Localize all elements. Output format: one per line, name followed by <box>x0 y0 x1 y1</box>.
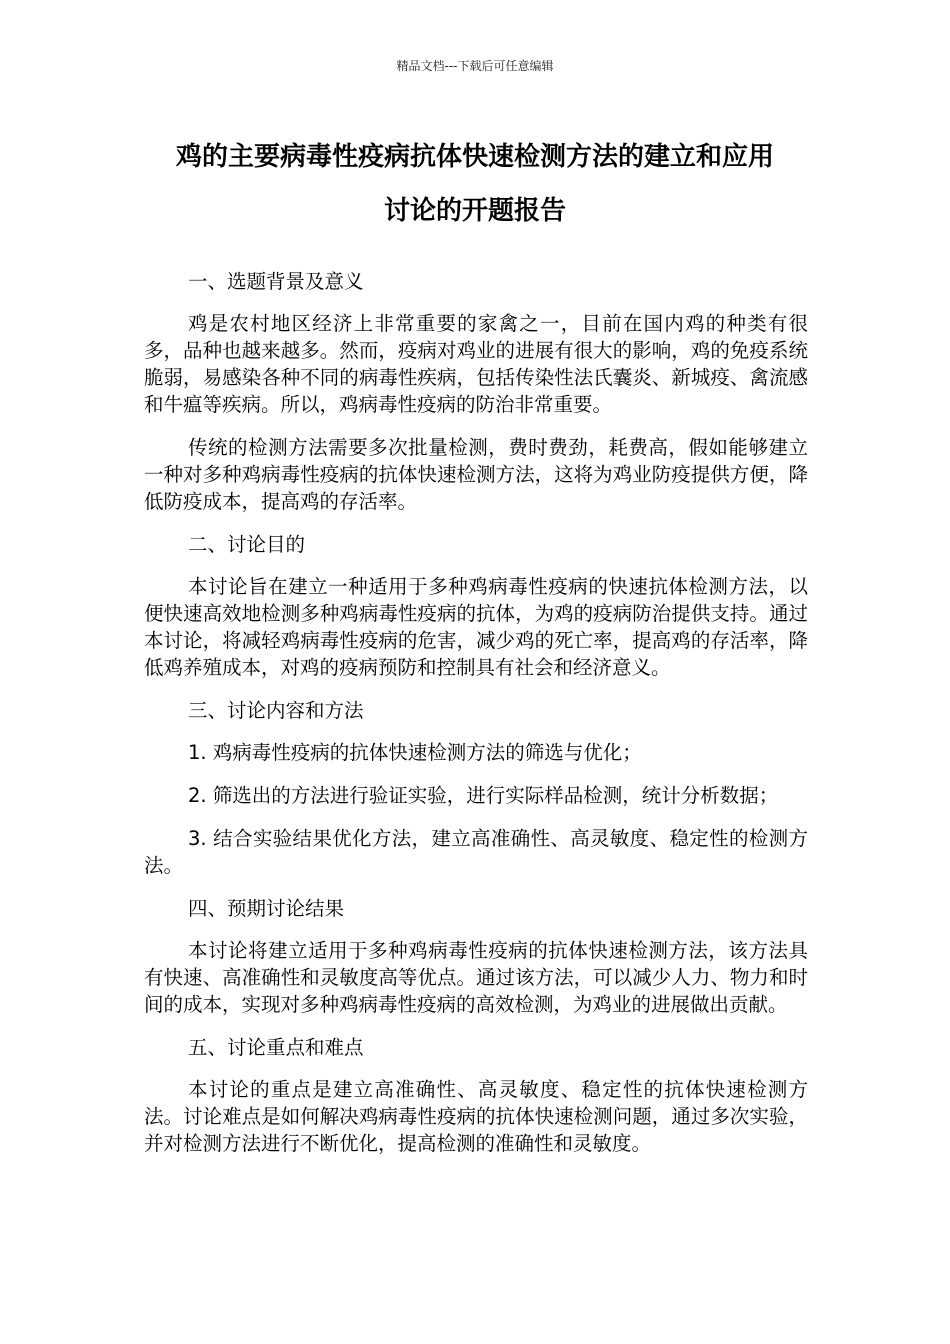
page-header: 精品文档---下载后可任意编辑 <box>396 59 554 73</box>
section-heading-expected-results: 四、预期讨论结果 <box>188 897 345 920</box>
paragraph-expected-results: 本讨论将建立适用于多种鸡病毒性疫病的抗体快速检测方法，该方法具有快速、高准确性和灵敏度高等优点。通过该方法，可以减少人力、物力和时间的成本，实现对多种鸡病毒性疫病的高效检测，为鸡业的进展做出贡献。 <box>144 939 808 1016</box>
section-heading-background: 一、选题背景及意义 <box>188 270 364 293</box>
paragraph-background-1: 鸡是农村地区经济上非常重要的家禽之一，目前在国内鸡的种类有很多，品种也越来越多。然而，疫病对鸡业的进展有很大的影响，鸡的免疫系统脆弱，易感染各种不同的病毒性疾病，包括传染性法氏囊炎、新城疫、禽流感和牛瘟等疾病。所以，鸡病毒性疫病的防治非常重要。 <box>144 312 808 416</box>
paragraph-purpose: 本讨论旨在建立一种适用于多种鸡病毒性疫病的快速抗体检测方法，以便快速高效地检测多种鸡病毒性疫病的抗体，为鸡的疫病防治提供支持。通过本讨论，将减轻鸡病毒性疫病的危害，减少鸡的死亡率，提高鸡的存活率，降低鸡养殖成本，对鸡的疫病预防和控制具有社会和经济意义。 <box>144 575 808 679</box>
title-line-1: 鸡的主要病毒性疫病抗体快速检测方法的建立和应用 <box>175 142 774 172</box>
section-heading-key-difficulties: 五、讨论重点和难点 <box>188 1036 364 1059</box>
list-item-method-1: 1. 鸡病毒性疫病的抗体快速检测方法的筛选与优化； <box>188 741 642 764</box>
list-item-method-3: 3. 结合实验结果优化方法，建立高准确性、高灵敏度、稳定性的检测方法。 <box>144 827 808 877</box>
section-heading-purpose: 二、讨论目的 <box>188 533 306 556</box>
title-line-2: 讨论的开题报告 <box>383 196 566 226</box>
document-title <box>120 130 830 238</box>
document-body <box>144 268 808 1173</box>
section-heading-content-methods: 三、讨论内容和方法 <box>188 699 364 722</box>
paragraph-key-difficulties: 本讨论的重点是建立高准确性、高灵敏度、稳定性的抗体快速检测方法。讨论难点是如何解决鸡病毒性疫病的抗体快速检测问题，通过多次实验，并对检测方法进行不断优化，提高检测的准确性和灵敏度。 <box>144 1078 808 1155</box>
list-item-method-2: 2. 筛选出的方法进行验证实验，进行实际样品检测，统计分析数据； <box>188 784 779 807</box>
paragraph-background-2: 传统的检测方法需要多次批量检测，费时费劲，耗费高，假如能够建立一种对多种鸡病毒性疫病的抗体快速检测方法，这将为鸡业防疫提供方便，降低防疫成本，提高鸡的存活率。 <box>144 436 808 513</box>
